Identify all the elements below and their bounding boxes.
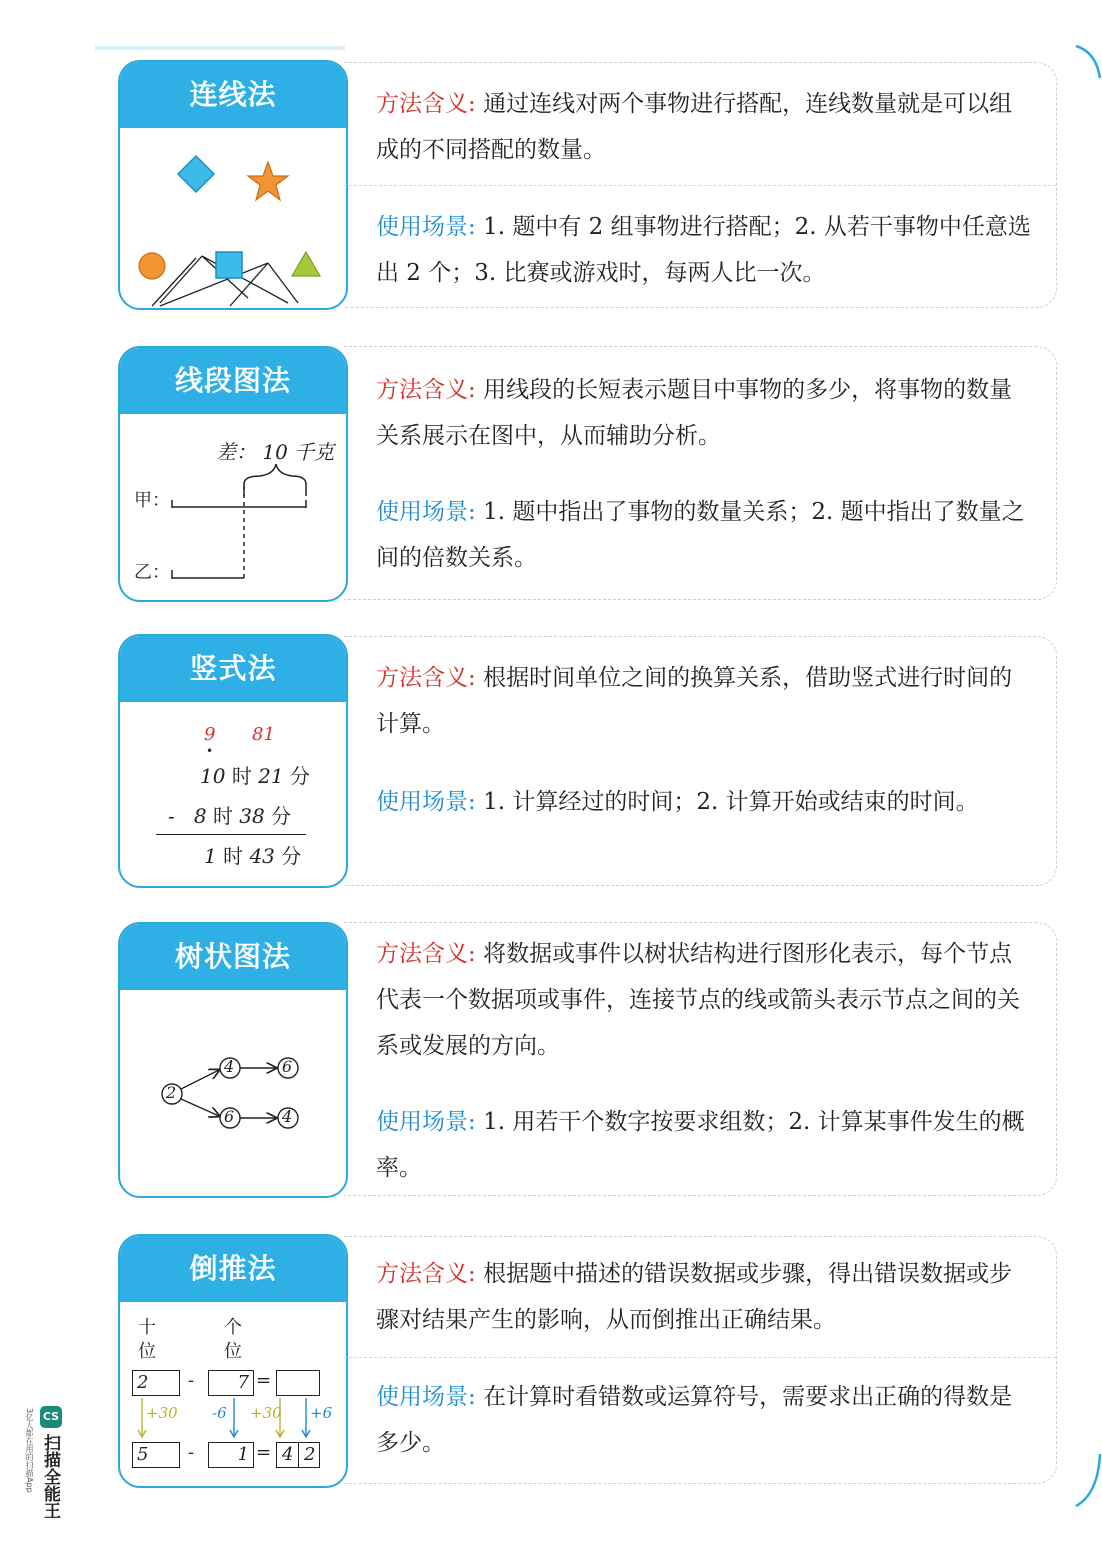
usage-text: 1. 题中有 2 组事物进行搭配；2. 从若干事物中任意选出 2 个；3. 比赛或游戏时，每两人比一次。 (376, 214, 1031, 286)
method-panel-shushi: 方法含义: 根据时间单位之间的换算关系，借助竖式进行时间的计算。 使用场景: 1. 计算经过的时间；2. 计算开始或结束的时间。 (344, 636, 1057, 886)
tree-node-bot-end: 4 (282, 1107, 293, 1126)
square-shape (216, 252, 242, 278)
tree-node-bot-mid: 6 (224, 1107, 235, 1126)
method-panel-shuzhuang: 方法含义: 将数据或事件以树状结构进行图形化表示，每个节点代表一个数据项或事件，连接节点的线或箭头表示节点之间的关系或发展的方向。 使用场景: 1. 用若干个数字按要求组数；2. 计算某事件发生的概率。 (344, 922, 1057, 1196)
op-bot-minus: - (188, 1442, 195, 1463)
calc-result: 1 时 43 分 (204, 844, 302, 868)
meaning-text: 根据时间单位之间的换算关系，借助竖式进行时间的计算。 (376, 665, 1013, 737)
meaning-label: 方法含义 (376, 665, 468, 691)
meaning-text: 用线段的长短表示题目中事物的多少，将事物的数量关系展示在图中，从而辅助分析。 (376, 377, 1013, 449)
card-title: 竖式法 (120, 636, 346, 702)
triangle-shape (292, 252, 320, 276)
vertical-calc-diagram (120, 702, 346, 886)
method-panel-lianxian: 方法含义: 通过连线对两个事物进行搭配，连线数量就是可以组成的不同搭配的数量。 使用场景: 1. 题中有 2 组事物进行搭配；2. 从若干事物中任意选出 2 个；3. 比赛或游戏时，每两人比一次。 (344, 62, 1057, 308)
tree-node-top-end: 6 (282, 1057, 293, 1076)
method-panel-daotui: 方法含义: 根据题中描述的错误数据或步骤，得出错误数据或步骤对结果产生的影响，从而倒推出正确结果。 使用场景: 在计算时看错数或运算符号，需要求出正确的得数是多少。 (344, 1236, 1057, 1484)
segment-diagram (120, 414, 346, 600)
backward-diagram (120, 1302, 346, 1486)
method-card-shuzhuang (118, 922, 348, 1198)
method-panel-xianduan: 方法含义: 用线段的长短表示题目中事物的多少，将事物的数量关系展示在图中，从而辅助分析。 使用场景: 1. 题中指出了事物的数量关系；2. 题中指出了数量之间的倍数关系。 (344, 346, 1057, 600)
meaning-text: 根据题中描述的错误数据或步骤，得出错误数据或步骤对结果产生的影响，从而倒推出正确结果。 (376, 1261, 1013, 1333)
calc-line-1: 10 时 21 分 (200, 764, 310, 788)
scanner-watermark (22, 1400, 72, 1540)
diff-value: 10 (262, 440, 288, 464)
page-corner-decor-top (1072, 40, 1102, 80)
op-top-minus: - (188, 1370, 195, 1391)
scanner-tagline: 3亿人都在用的扫描App (25, 1408, 34, 1493)
box-bot-ones: 1 (208, 1442, 254, 1468)
meaning-label: 方法含义 (376, 91, 468, 117)
usage-label: 使用场景 (376, 214, 468, 240)
card-title: 树状图法 (120, 924, 346, 990)
card-title: 倒推法 (120, 1236, 346, 1302)
diamond-shape (178, 156, 214, 192)
adj-tens: +30 (146, 1404, 178, 1422)
col-label-tens: 十 位 (138, 1317, 156, 1362)
calc-rule (156, 834, 306, 835)
page-corner-decor-bottom (1072, 1450, 1102, 1510)
usage-text: 1. 用若干个数字按要求组数；2. 计算某事件发生的概率。 (376, 1109, 1025, 1181)
method-card-daotui (118, 1234, 348, 1488)
tree-diagram (120, 990, 346, 1196)
box-top-tens: 2 (132, 1370, 180, 1396)
matching-diagram (120, 128, 346, 308)
borrow-dot: • (206, 744, 214, 758)
method-card-lianxian (118, 60, 348, 310)
meaning-label: 方法含义 (376, 377, 468, 403)
meaning-label: 方法含义 (376, 1261, 468, 1287)
usage-label: 使用场景 (376, 789, 468, 815)
adj-result-tens: +30 (250, 1404, 282, 1422)
method-card-xianduan (118, 346, 348, 602)
diff-unit: 千克 (294, 440, 335, 464)
usage-text: 1. 题中指出了事物的数量关系；2. 题中指出了数量之间的倍数关系。 (376, 499, 1025, 571)
borrow-hour: 9 (204, 724, 216, 745)
method-card-shushi (118, 634, 348, 888)
row-label-jia: 甲： (134, 490, 170, 511)
diff-label: 差： (216, 440, 256, 464)
card-title: 线段图法 (120, 348, 346, 414)
meaning-text: 将数据或事件以树状结构进行图形化表示，每个节点代表一个数据项或事件，连接节点的线或箭头表示节点之间的关系或发展的方向。 (376, 941, 1020, 1059)
calc-line-2: - 8 时 38 分 (168, 804, 292, 828)
tree-node-root: 2 (166, 1083, 177, 1102)
usage-text: 1. 计算经过的时间；2. 计算开始或结束的时间。 (483, 789, 979, 815)
star-shape (248, 162, 288, 200)
circle-shape (139, 253, 165, 279)
box-bot-result: 4 2 (276, 1442, 320, 1468)
usage-label: 使用场景 (376, 499, 468, 525)
adj-result-ones: +6 (310, 1404, 333, 1422)
usage-label: 使用场景 (376, 1384, 468, 1410)
op-bot-equals: = (256, 1442, 272, 1463)
box-top-ones: 7 (208, 1370, 254, 1396)
box-bot-tens: 5 (132, 1442, 180, 1468)
tree-node-top-mid: 4 (224, 1057, 235, 1076)
op-top-equals: = (256, 1370, 272, 1391)
meaning-text: 通过连线对两个事物进行搭配，连线数量就是可以组成的不同搭配的数量。 (376, 91, 1013, 163)
scanner-logo-icon: CS (40, 1406, 62, 1428)
scanner-brand: 扫描全能王 (40, 1434, 60, 1519)
card-title: 连线法 (120, 62, 346, 128)
top-decor-line (95, 46, 345, 50)
usage-label: 使用场景 (376, 1109, 468, 1135)
borrow-min: 81 (252, 724, 275, 745)
col-label-ones: 个 位 (224, 1317, 242, 1362)
row-label-yi: 乙： (134, 562, 170, 583)
adj-ones: -6 (212, 1404, 227, 1422)
meaning-label: 方法含义 (376, 941, 468, 967)
usage-text: 在计算时看错数或运算符号，需要求出正确的得数是多少。 (376, 1384, 1013, 1456)
